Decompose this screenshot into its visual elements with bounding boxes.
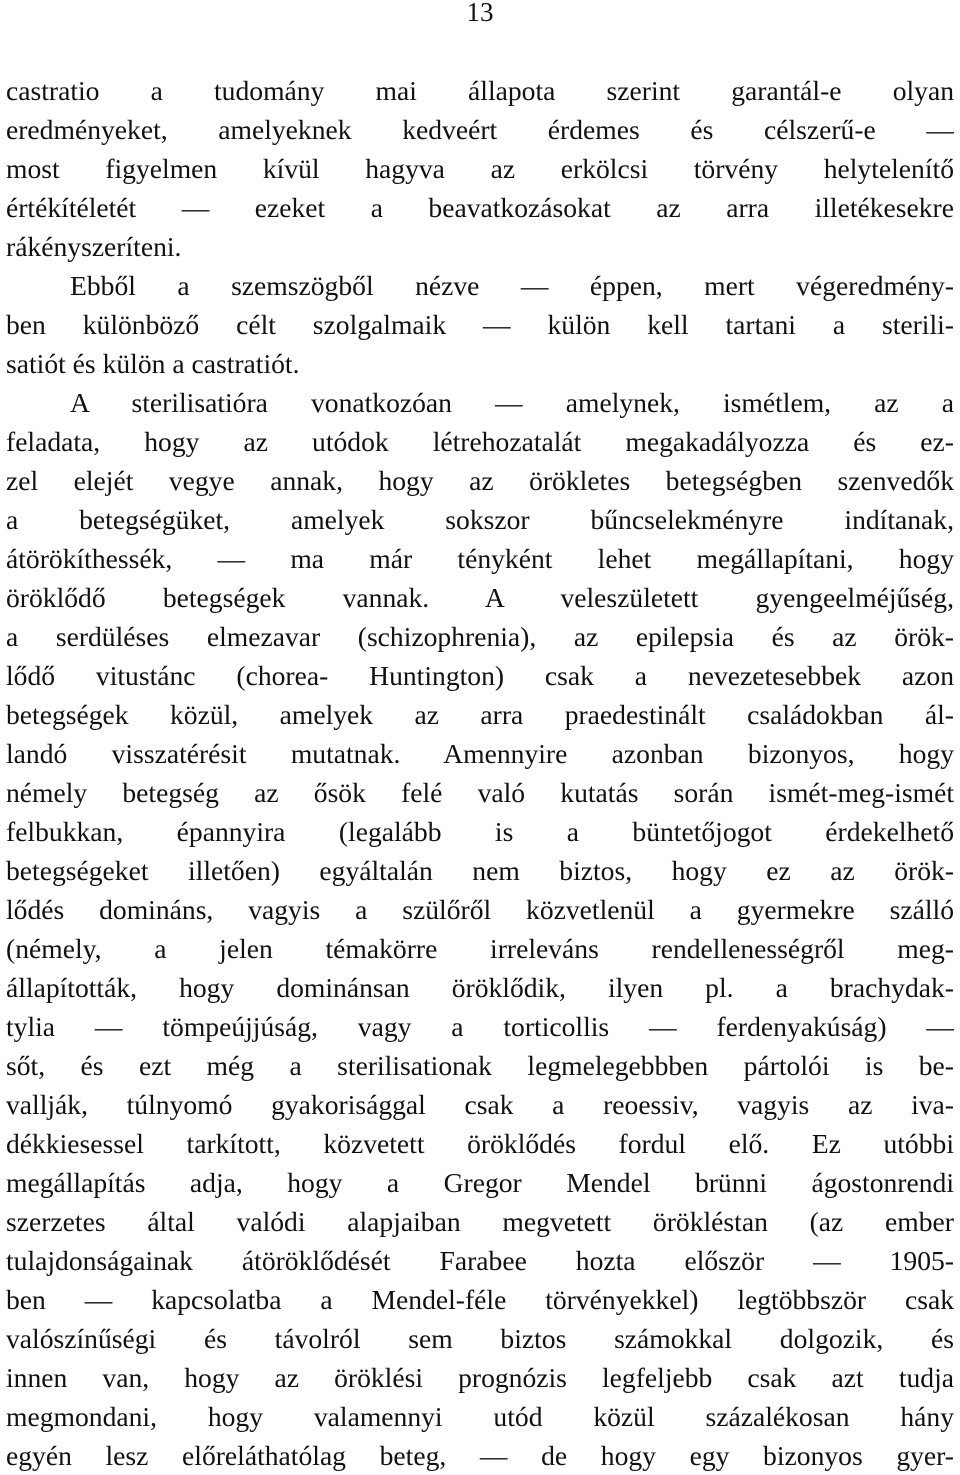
text-line: satiót és külön a castratiót.: [6, 348, 300, 379]
text-line: tylia — tömpeújjúság, vagy a torticollis — ferdenyakúság) —: [6, 1011, 954, 1042]
text-line: innen van, hogy az öröklési prognózis legfeljebb csak azt tudja: [6, 1362, 954, 1393]
body-text: [6, 71, 954, 1475]
text-line: rákényszeríteni.: [6, 231, 182, 262]
text-line: vallják, túlnyomó gyakorisággal csak a reoessiv, vagyis az iva-: [6, 1089, 954, 1120]
text-line: valószínűségi és távolról sem biztos számokkal dolgozik, és: [6, 1323, 954, 1354]
text-line: sőt, és ezt még a sterilisationak legmelegebbben pártolói is be-: [6, 1050, 954, 1081]
text-line: öröklődő betegségek vannak. A veleszületett gyengeelméjűség,: [6, 582, 954, 613]
text-line: feladata, hogy az utódok létrehozatalát megakadályozza és ez-: [6, 426, 954, 457]
text-line: felbukkan, épannyira (legalább is a büntetőjogot érdekelhető: [6, 816, 954, 847]
text-line: lődő vitustánc (chorea- Huntington) csak a nevezetesebbek azon: [6, 660, 954, 691]
text-line: állapították, hogy dominánsan öröklődik, ilyen pl. a brachydak-: [6, 972, 954, 1003]
text-line: castratio a tudomány mai állapota szerint garantál-e olyan: [6, 75, 954, 106]
text-line: zel elejét vegye annak, hogy az örökletes betegségben szenvedők: [6, 465, 954, 496]
text-line: A sterilisatióra vonatkozóan — amelynek, ismétlem, az a: [70, 387, 954, 418]
page-number: 13: [466, 0, 494, 27]
text-line: dékkiesessel tarkított, közvetett öröklődés fordul elő. Ez utóbbi: [6, 1128, 954, 1159]
text-line: most figyelmen kívül hagyva az erkölcsi törvény helytelenítő: [6, 153, 954, 184]
text-line: szerzetes által valódi alapjaiban megvetett örökléstan (az ember: [6, 1206, 954, 1237]
text-line: tulajdonságainak átöröklődését Farabee hozta először — 1905-: [6, 1245, 954, 1276]
text-line: landó visszatérésit mutatnak. Amennyire azonban bizonyos, hogy: [6, 738, 954, 769]
text-line: értékítéletét — ezeket a beavatkozásokat az arra illetékesekre: [6, 192, 954, 223]
text-line: lődés domináns, vagyis a szülőről közvetlenül a gyermekre szálló: [6, 894, 954, 925]
text-line: (némely, a jelen témakörre irreleváns rendellenességről meg-: [6, 933, 954, 964]
text-line: betegségeket illetően) egyáltalán nem biztos, hogy ez az örök-: [6, 855, 954, 886]
text-line: eredményeket, amelyeknek kedveért érdemes és célszerű-e —: [6, 114, 954, 145]
text-line: ben — kapcsolatba a Mendel-féle törvényekkel) legtöbbször csak: [6, 1284, 954, 1315]
text-line: némely betegség az ősök felé való kutatás során ismét-meg-ismét: [6, 777, 954, 808]
text-line: a betegségüket, amelyek sokszor bűncselekményre indítanak,: [6, 504, 954, 535]
text-line: betegségek közül, amelyek az arra praedestinált családokban ál-: [6, 699, 954, 730]
text-line: megmondani, hogy valamennyi utód közül százalékosan hány: [6, 1401, 954, 1432]
text-line: ben különböző célt szolgalmaik — külön kell tartani a sterili-: [6, 309, 954, 340]
text-line: egyén lesz előreláthatólag beteg, — de hogy egy bizonyos gyer-: [6, 1440, 954, 1471]
text-line: Ebből a szemszögből nézve — éppen, mert végeredmény-: [70, 270, 954, 301]
text-line: a serdüléses elmezavar (schizophrenia), az epilepsia és az örök-: [6, 621, 954, 652]
text-line: megállapítás adja, hogy a Gregor Mendel brünni ágostonrendi: [6, 1167, 954, 1198]
text-line: átörökíthessék, — ma már tényként lehet megállapítani, hogy: [6, 543, 954, 574]
